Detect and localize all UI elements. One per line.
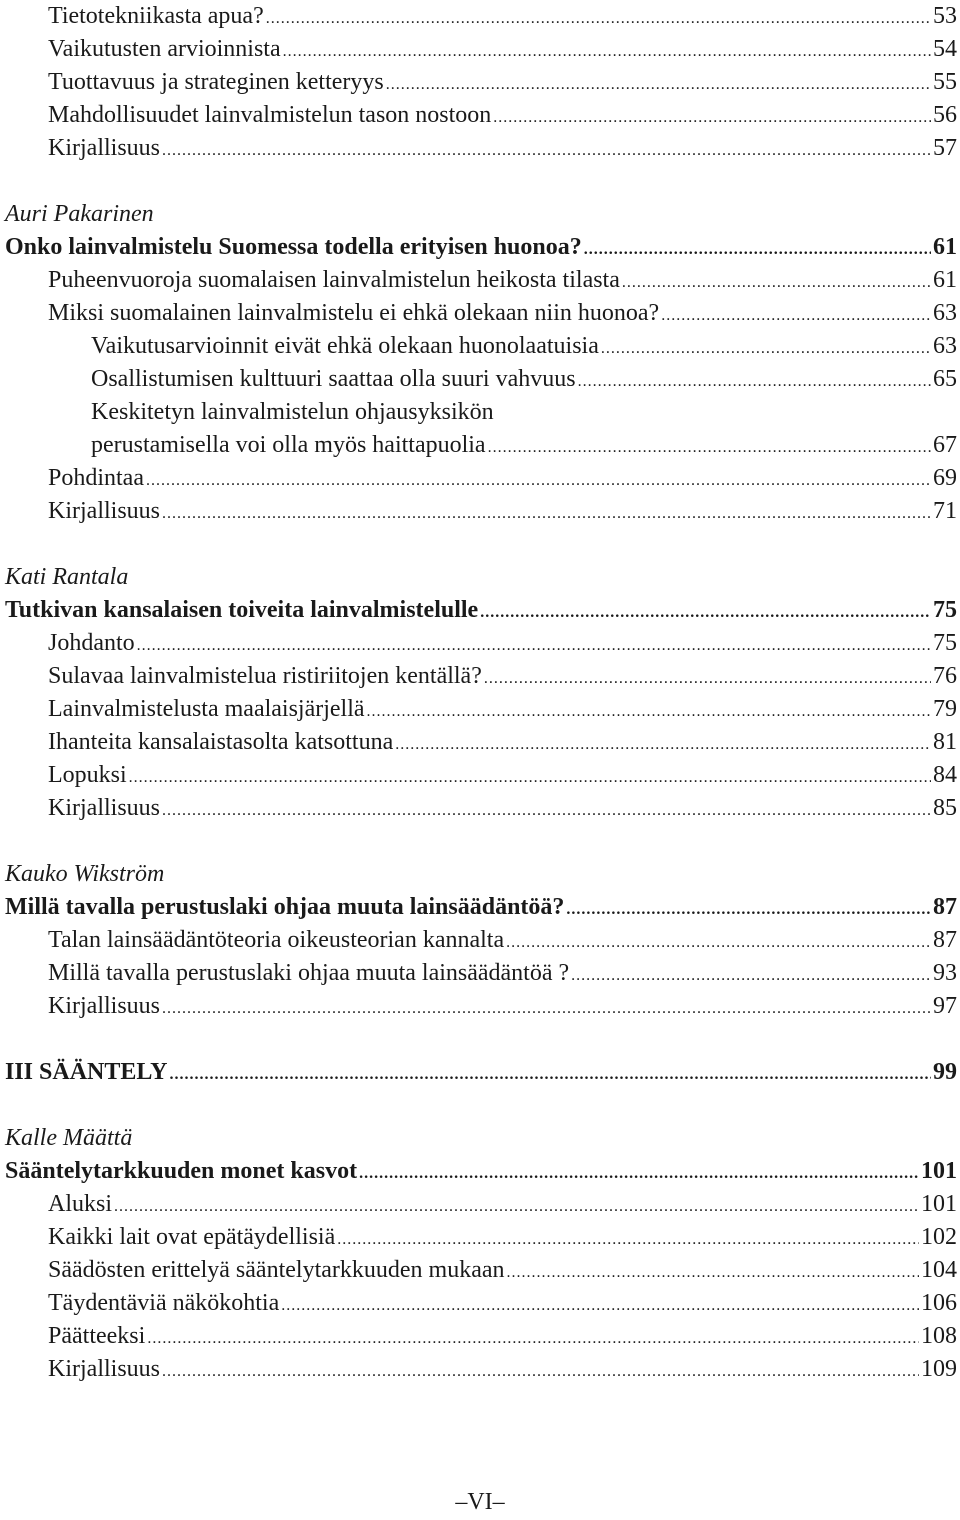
toc-entry-page: 61 xyxy=(933,234,957,260)
dot-leader xyxy=(493,101,931,134)
toc-entry-title: Lopuksi xyxy=(48,762,127,788)
dot-leader xyxy=(337,1223,919,1256)
toc-section xyxy=(5,1353,957,1386)
toc-entry-title: perustamisella voi olla myös haittapuolia xyxy=(91,432,486,458)
toc-entry-title: Johdanto xyxy=(48,630,135,656)
toc-entry-title: Kati Rantala xyxy=(5,564,129,590)
toc-entry-page: 102 xyxy=(921,1224,957,1250)
toc-entry-page: 106 xyxy=(921,1290,957,1316)
dot-leader xyxy=(266,2,931,35)
toc-entry-page: 56 xyxy=(933,102,957,128)
toc-section xyxy=(5,627,957,660)
dot-leader xyxy=(147,1322,919,1355)
toc-section xyxy=(5,990,957,1023)
toc-entry-title: Tuottavuus ja strateginen ketteryys xyxy=(48,69,384,95)
toc-subsection xyxy=(5,429,957,462)
toc-section xyxy=(5,792,957,825)
toc-entry-title: Millä tavalla perustuslaki ohjaa muuta lainsäädäntöä? xyxy=(5,894,565,920)
toc-entry-page: 99 xyxy=(933,1059,957,1085)
toc-entry-title: Ihanteita kansalaistasolta katsottuna xyxy=(48,729,394,755)
toc-entry-title: Millä tavalla perustuslaki ohjaa muuta lainsäädäntöä ? xyxy=(48,960,570,986)
dot-leader xyxy=(367,695,931,728)
toc-entry-title: Mahdollisuudet lainvalmistelun tason nostoon xyxy=(48,102,492,128)
dot-leader xyxy=(162,497,931,530)
toc-entry-title: Kirjallisuus xyxy=(48,135,160,161)
dot-leader xyxy=(146,464,931,497)
toc-section xyxy=(5,660,957,693)
toc-entry-title: Talan lainsäädäntöteoria oikeusteorian kannalta xyxy=(48,927,505,953)
toc-entry-page: 87 xyxy=(933,894,957,920)
dot-leader xyxy=(162,1355,919,1388)
toc-section xyxy=(5,462,957,495)
toc-entry-page: 63 xyxy=(933,300,957,326)
toc-subsection xyxy=(5,363,957,396)
dot-leader xyxy=(480,596,931,629)
toc-entry-page: 69 xyxy=(933,465,957,491)
toc-section xyxy=(5,957,957,990)
toc-section xyxy=(5,0,957,33)
dot-leader xyxy=(162,992,931,1025)
table-of-contents xyxy=(5,0,957,1386)
dot-leader xyxy=(170,1058,931,1091)
toc-entry-page: 71 xyxy=(933,498,957,524)
toc-section xyxy=(5,264,957,297)
toc-entry-title: Osallistumisen kulttuuri saattaa olla suuri vahvuus xyxy=(91,366,576,392)
toc-subsection xyxy=(5,396,957,429)
toc-entry-page: 54 xyxy=(933,36,957,62)
toc-entry-page: 76 xyxy=(933,663,957,689)
toc-entry-page: 79 xyxy=(933,696,957,722)
toc-entry-title: Vaikutusten arvioinnista xyxy=(48,36,281,62)
toc-entry-title: Kaikki lait ovat epätäydellisiä xyxy=(48,1224,336,1250)
page-number: –VI– xyxy=(455,1489,505,1515)
toc-chapter xyxy=(5,231,957,264)
toc-entry-title: Kauko Wikström xyxy=(5,861,165,887)
toc-entry-title: III SÄÄNTELY xyxy=(5,1059,168,1085)
dot-leader xyxy=(584,233,931,266)
toc-section xyxy=(5,1188,957,1221)
section-gap xyxy=(5,528,957,561)
toc-entry-title: Pohdintaa xyxy=(48,465,144,491)
toc-entry-page: 57 xyxy=(933,135,957,161)
toc-entry-title: Kirjallisuus xyxy=(48,1356,160,1382)
toc-section xyxy=(5,1254,957,1287)
toc-section xyxy=(5,759,957,792)
dot-leader xyxy=(395,728,931,761)
toc-section xyxy=(5,1320,957,1353)
toc-subsection xyxy=(5,330,957,363)
toc-section xyxy=(5,726,957,759)
section-gap xyxy=(5,165,957,198)
toc-section xyxy=(5,99,957,132)
toc-section xyxy=(5,495,957,528)
toc-section xyxy=(5,693,957,726)
dot-leader xyxy=(578,365,931,398)
dot-leader xyxy=(114,1190,919,1223)
dot-leader xyxy=(566,893,931,926)
toc-entry-page: 97 xyxy=(933,993,957,1019)
toc-entry-page: 84 xyxy=(933,762,957,788)
dot-leader xyxy=(506,926,931,959)
toc-entry-page: 63 xyxy=(933,333,957,359)
section-gap xyxy=(5,825,957,858)
toc-section xyxy=(5,924,957,957)
toc-chapter xyxy=(5,594,957,627)
toc-entry-page: 61 xyxy=(933,267,957,293)
dot-leader xyxy=(386,68,931,101)
toc-entry-page: 101 xyxy=(921,1158,957,1184)
toc-entry-page: 87 xyxy=(933,927,957,953)
toc-chapter xyxy=(5,1056,957,1089)
toc-entry-page: 104 xyxy=(921,1257,957,1283)
toc-entry-page: 53 xyxy=(933,3,957,29)
toc-entry-title: Kalle Määttä xyxy=(5,1125,133,1151)
dot-leader xyxy=(162,794,931,827)
toc-entry-page: 75 xyxy=(933,630,957,656)
dot-leader xyxy=(162,134,931,167)
toc-entry-title: Tietotekniikasta apua? xyxy=(48,3,264,29)
toc-entry-title: Täydentäviä näkökohtia xyxy=(48,1290,280,1316)
dot-leader xyxy=(359,1157,919,1190)
toc-entry-page: 67 xyxy=(933,432,957,458)
dot-leader xyxy=(488,431,931,464)
toc-entry-page: 81 xyxy=(933,729,957,755)
dot-leader xyxy=(283,35,931,68)
dot-leader xyxy=(661,299,931,332)
toc-entry-title: Lainvalmistelusta maalaisjärjellä xyxy=(48,696,365,722)
dot-leader xyxy=(137,629,931,662)
dot-leader xyxy=(571,959,931,992)
dot-leader xyxy=(281,1289,919,1322)
dot-leader xyxy=(622,266,931,299)
toc-entry-title: Miksi suomalainen lainvalmistelu ei ehkä olekaan niin huonoa? xyxy=(48,300,660,326)
toc-section xyxy=(5,1221,957,1254)
toc-section xyxy=(5,297,957,330)
dot-leader xyxy=(129,761,931,794)
toc-entry-title: Kirjallisuus xyxy=(48,795,160,821)
dot-leader xyxy=(507,1256,919,1289)
toc-entry-title: Puheenvuoroja suomalaisen lainvalmistelun heikosta tilasta xyxy=(48,267,620,293)
toc-entry-title: Keskitetyn lainvalmistelun ohjausyksikön xyxy=(91,399,494,425)
toc-entry-page: 55 xyxy=(933,69,957,95)
toc-entry-title: Säädösten erittelyä sääntelytarkkuuden mukaan xyxy=(48,1257,505,1283)
toc-section xyxy=(5,33,957,66)
toc-entry-page: 85 xyxy=(933,795,957,821)
toc-chapter xyxy=(5,891,957,924)
section-gap xyxy=(5,1089,957,1122)
toc-author xyxy=(5,858,957,891)
toc-entry-title: Sulavaa lainvalmistelua ristiriitojen kentällä? xyxy=(48,663,482,689)
toc-author xyxy=(5,561,957,594)
toc-entry-title: Sääntelytarkkuuden monet kasvot xyxy=(5,1158,358,1184)
toc-entry-page: 75 xyxy=(933,597,957,623)
toc-author xyxy=(5,1122,957,1155)
toc-entry-title: Vaikutusarvioinnit eivät ehkä olekaan huonolaatuisia xyxy=(91,333,599,359)
toc-chapter xyxy=(5,1155,957,1188)
toc-entry-page: 65 xyxy=(933,366,957,392)
toc-entry-title: Tutkivan kansalaisen toiveita lainvalmistelulle xyxy=(5,597,479,623)
toc-entry-title: Auri Pakarinen xyxy=(5,201,154,227)
toc-author xyxy=(5,198,957,231)
section-gap xyxy=(5,1023,957,1056)
toc-section xyxy=(5,66,957,99)
toc-entry-page: 101 xyxy=(921,1191,957,1217)
toc-entry-page: 109 xyxy=(921,1356,957,1382)
toc-entry-title: Kirjallisuus xyxy=(48,498,160,524)
toc-entry-title: Päätteeksi xyxy=(48,1323,146,1349)
toc-entry-title: Onko lainvalmistelu Suomessa todella erityisen huonoa? xyxy=(5,234,582,260)
toc-section xyxy=(5,1287,957,1320)
dot-leader xyxy=(484,662,931,695)
toc-entry-title: Kirjallisuus xyxy=(48,993,160,1019)
toc-entry-page: 108 xyxy=(921,1323,957,1349)
toc-entry-page: 93 xyxy=(933,960,957,986)
dot-leader xyxy=(601,332,931,365)
toc-section xyxy=(5,132,957,165)
toc-entry-title: Aluksi xyxy=(48,1191,113,1217)
